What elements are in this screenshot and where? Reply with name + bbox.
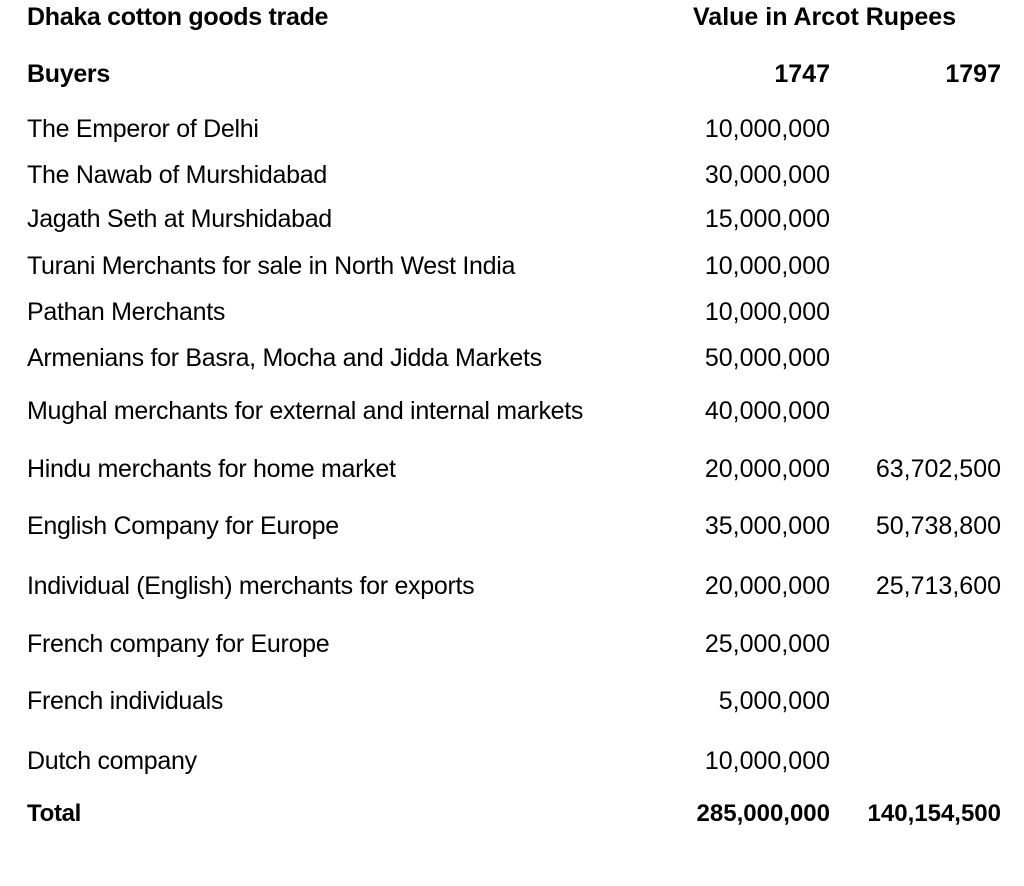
value-1747: 10,000,000 [704,115,830,143]
table-row [0,202,1024,236]
value-1747: 25,000,000 [704,630,830,658]
title-row [0,0,1024,34]
value-1747: 35,000,000 [704,512,830,540]
buyer-name: Hindu merchants for home market [27,455,396,483]
value-1747: 20,000,000 [704,572,830,600]
table-row [0,627,1024,661]
value-1747: 15,000,000 [704,205,830,233]
value-1797: 25,713,600 [875,572,1001,600]
value-1747: 30,000,000 [704,161,830,189]
table-row [0,158,1024,192]
buyer-name: The Emperor of Delhi [27,115,259,143]
table-row [0,569,1024,603]
year-1797-header: 1797 [945,60,1001,88]
buyer-name: Dutch company [27,747,197,775]
total-1747: 285,000,000 [696,800,830,827]
table-row [0,341,1024,375]
buyer-name: English Company for Europe [27,512,339,540]
buyer-name: Armenians for Basra, Mocha and Jidda Markets [27,344,542,372]
value-1797: 50,738,800 [875,512,1001,540]
table-row [0,249,1024,283]
value-1797: 63,702,500 [875,455,1001,483]
value-1747: 10,000,000 [704,252,830,280]
table-row [0,112,1024,146]
value-header: Value in Arcot Rupees [693,3,957,31]
table-title: Dhaka cotton goods trade [27,3,329,31]
value-1747: 40,000,000 [704,397,830,425]
value-1747: 50,000,000 [704,344,830,372]
buyer-name: Pathan Merchants [27,298,226,326]
table-row [0,684,1024,718]
buyer-name: Individual (English) merchants for exports [27,572,475,600]
buyer-name: Turani Merchants for sale in North West India [27,252,516,280]
table-row [0,452,1024,486]
year-1747-header: 1747 [774,60,830,88]
table-row [0,394,1024,428]
buyer-name: French individuals [27,687,224,715]
header-row [0,57,1024,91]
total-label: Total [27,800,82,827]
total-1797: 140,154,500 [867,800,1001,827]
buyer-name: Mughal merchants for external and internal markets [27,397,584,425]
table-row [0,744,1024,778]
table-row [0,295,1024,329]
value-1747: 10,000,000 [704,298,830,326]
value-1747: 10,000,000 [704,747,830,775]
total-row [0,797,1024,831]
buyer-name: French company for Europe [27,630,330,658]
table-row [0,509,1024,543]
buyer-name: Jagath Seth at Murshidabad [27,205,332,233]
value-1747: 20,000,000 [704,455,830,483]
buyers-header: Buyers [27,60,110,88]
value-1747: 5,000,000 [718,687,830,715]
buyer-name: The Nawab of Murshidabad [27,161,327,189]
